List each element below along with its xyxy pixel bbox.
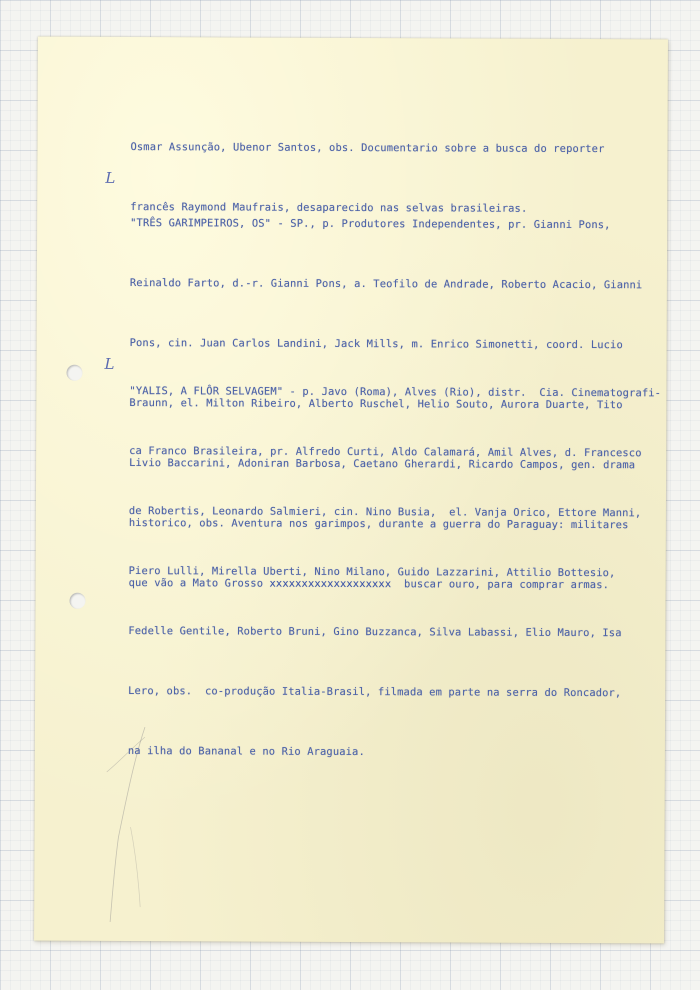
text-line: historico, obs. Aventura nos garimpos, durante a guerra do Paraguay: militares bbox=[128, 517, 629, 532]
text-line: "TRÊS GARIMPEIROS, OS" - SP., p. Produtores Independentes, pr. Gianni Pons, bbox=[130, 217, 611, 232]
text-line: na ilha do Bananal e no Rio Araguaia. bbox=[127, 745, 365, 759]
text-line: francês Raymond Maufrais, desaparecido nas selvas brasileiras. bbox=[130, 201, 528, 215]
struck-out-text: xxxxxxxxxxxxxxxxxxx bbox=[269, 577, 392, 591]
text-line: "YALIS, A FLÔR SELVAGEM" - p. Javo (Roma), Alves (Rio), distr. Cia. Cinematografi- bbox=[129, 385, 662, 400]
typed-sheet bbox=[34, 37, 668, 944]
text-line: Piero Lulli, Mirella Uberti, Nino Milano, Guido Lazzarini, Attilio Bottesio, bbox=[128, 565, 616, 580]
margin-mark-1: L bbox=[105, 168, 116, 187]
text-line: de Robertis, Leonardo Salmieri, cin. Nino Busia, el. Vanja Orico, Ettore Manni, bbox=[128, 505, 642, 520]
pencil-marks bbox=[34, 37, 668, 944]
text-segment: buscar ouro, para comprar armas. bbox=[391, 578, 610, 592]
margin-mark-2: L bbox=[104, 354, 115, 373]
text-line: ca Franco Brasileira, pr. Alfredo Curti, Aldo Calamará, Amil Alves, d. Francesco bbox=[129, 445, 642, 460]
text-line: Pons, cin. Juan Carlos Landini, Jack Mills, m. Enrico Simonetti, coord. Lucio bbox=[129, 337, 623, 352]
text-line: Fedelle Gentile, Roberto Bruni, Gino Buzzanca, Silva Labassi, Elio Mauro, Isa bbox=[128, 625, 622, 640]
text-line: Osmar Assunção, Ubenor Santos, obs. Documentario sobre a busca do reporter bbox=[130, 141, 605, 156]
text-line: Reinaldo Farto, d.-r. Gianni Pons, a. Teofilo de Andrade, Roberto Acacio, Gianni bbox=[129, 277, 643, 292]
text-line: Braunn, el. Milton Ribeiro, Alberto Ruschel, Helio Souto, Aurora Duarte, Tito bbox=[129, 397, 623, 412]
text-line: Livio Baccarini, Adoniran Barbosa, Caetano Gherardi, Ricardo Campos, gen. drama bbox=[129, 457, 636, 472]
text-line: Lero, obs. co-produção Italia-Brasil, filmada em parte na serra do Roncador, bbox=[128, 685, 622, 700]
text-segment: que vão a Mato Grosso bbox=[128, 577, 270, 590]
